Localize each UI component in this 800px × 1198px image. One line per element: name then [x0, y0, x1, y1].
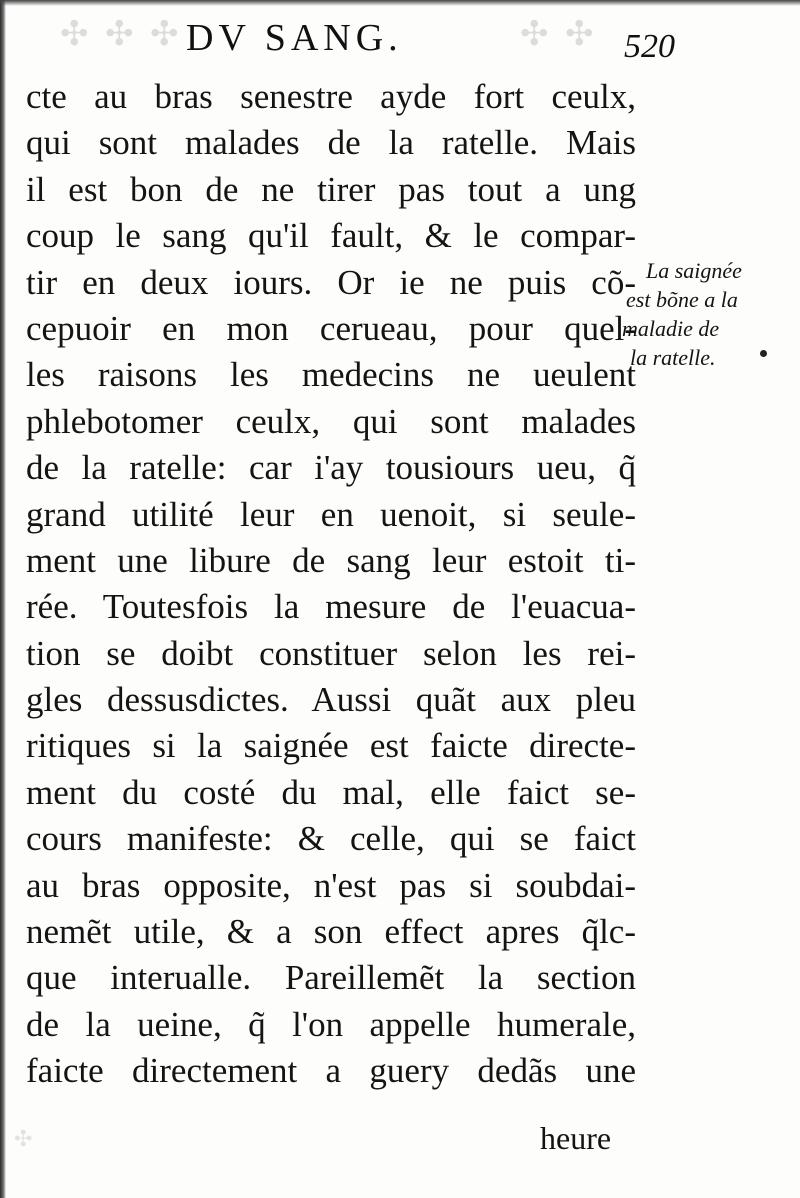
text-line: ritiques si la saignée est faicte directe-: [26, 726, 636, 766]
text-line: ment une libure de sang leur estoit ti-: [26, 540, 636, 580]
marginal-note-line: maladie de: [622, 316, 720, 341]
text-line: tion se doibt constituer selon les rei-: [26, 633, 636, 673]
text-line: tir en deux iours. Or ie ne puis cõ-: [26, 262, 636, 302]
text-line: qui sont malades de la ratelle. Mais: [26, 123, 636, 163]
text-line: ment du costé du mal, elle faict se-: [26, 772, 636, 812]
text-line: gles dessusdictes. Aussi quãt aux pleu: [26, 680, 636, 720]
running-head: DV SANG.: [186, 17, 403, 59]
page-top-shadow: [0, 0, 800, 6]
text-line: nemẽt utile, & a son effect apres q̃lc-: [26, 912, 636, 952]
marginal-note: [622, 256, 772, 372]
text-line: faicte directement a guery dedãs une: [26, 1051, 636, 1091]
text-line: coup le sang qu'il fault, & le compar-: [26, 216, 636, 256]
text-line: au bras opposite, n'est pas si soubdai-: [26, 865, 636, 905]
catchword: heure: [540, 1120, 612, 1156]
text-line: de la ratelle: car i'ay tousiours ueu, q̃: [26, 448, 636, 488]
marginal-note-line: La saignée: [646, 258, 742, 283]
body-text: [26, 74, 636, 1095]
ink-speck: [760, 350, 767, 357]
text-line: grand utilité leur en uenoit, si seule-: [26, 494, 636, 534]
show-through-text-bottom: ✣: [14, 1126, 33, 1151]
text-line: cte au bras senestre ayde fort ceulx,: [26, 77, 636, 116]
text-line: phlebotomer ceulx, qui sont malades: [26, 401, 636, 441]
text-line: cepuoir en mon cerueau, pour quel-: [26, 308, 636, 348]
show-through-text-right: ✣ ✣: [520, 16, 598, 53]
page-number: 520: [624, 28, 675, 65]
text-line: les raisons les medecins ne ueulent: [26, 355, 636, 395]
marginal-note-line: la ratelle.: [630, 345, 716, 370]
text-line: de la ueine, q̃ l'on appelle humerale,: [26, 1004, 636, 1044]
text-line: que interualle. Pareillemẽt la section: [26, 958, 636, 998]
text-line: cours manifeste: & celle, qui se faict: [26, 819, 636, 859]
text-line: il est bon de ne tirer pas tout a ung: [26, 169, 636, 209]
text-line: rée. Toutesfois la mesure de l'euacua-: [26, 587, 636, 627]
marginal-note-line: est bõne a la: [626, 287, 738, 312]
page-gutter-shadow: [0, 0, 6, 1198]
show-through-text-left: ✣ ✣ ✣: [60, 16, 183, 53]
